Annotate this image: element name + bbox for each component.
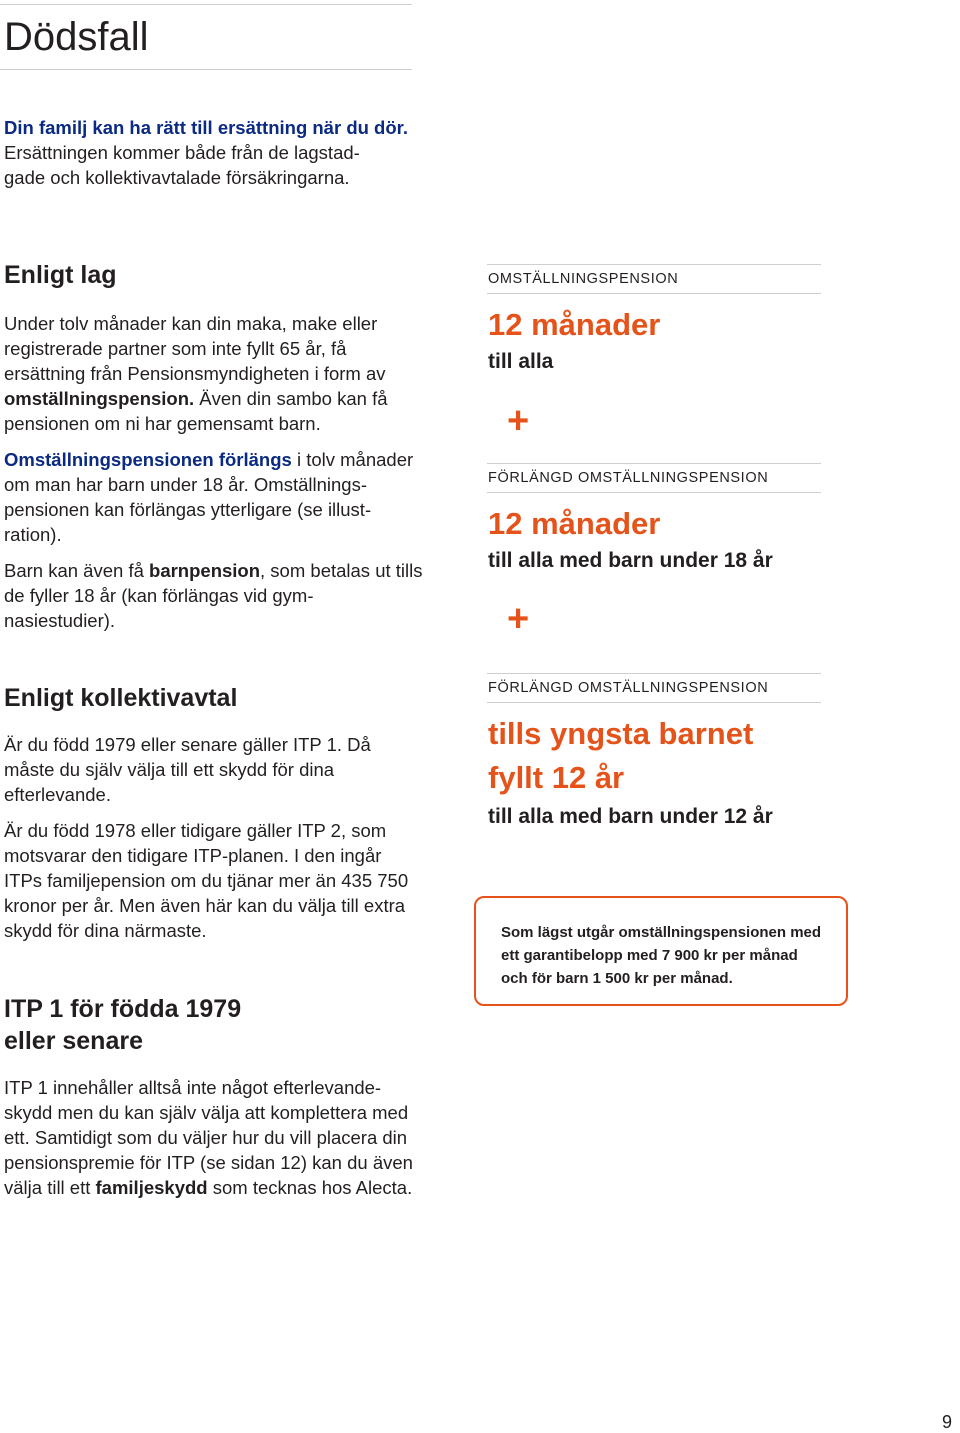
lag-p1-term: omställningspension. (4, 388, 195, 409)
block3-sub: till alla med barn under 12 år (488, 805, 773, 828)
block1-kicker: OMSTÄLLNINGSPENSION (488, 271, 679, 287)
lag-p3-term: barnpension (149, 560, 261, 581)
kollektiv-paragraph-2: Är du född 1978 eller tidigare gäller ITP 2, som motsvarar den tidigare ITP-planen. I den ingår ITPs familjepension om du tjänar mer än 435 750 kronor per år. Men även här kan du välja till extra skydd för dina närmaste. (4, 820, 409, 941)
block1-big: 12 månader (488, 307, 661, 342)
itp1-term: familjeskydd (95, 1177, 208, 1198)
heading-itp1-line2: eller senare (4, 1027, 143, 1055)
block2-sub: till alla med barn under 18 år (488, 549, 773, 572)
plus-icon-2: + (507, 598, 530, 640)
page-title: Dödsfall (4, 15, 149, 59)
block2-top-rule (487, 463, 821, 464)
lag-p2-term: Omställningspensionen förlängs (4, 449, 292, 470)
top-rule (0, 4, 412, 5)
itp1-text-c: som tecknas hos Alecta. (207, 1177, 413, 1198)
kollektiv-paragraph-1: Är du född 1979 eller senare gäller ITP 1. Då måste du själv välja till ett skydd för dina efterlevande. (4, 734, 371, 805)
lag-p3-text-a: Barn kan även få (4, 560, 150, 581)
guarantee-note-text: Som lägst utgår omställningspensionen med ett garantibelopp med 7 900 kr per månad och för barn 1 500 kr per månad. (501, 924, 822, 987)
block3-kicker: FÖRLÄNGD OMSTÄLLNINGSPENSION (488, 680, 769, 696)
plus-icon-1: + (507, 400, 530, 442)
block1-sub: till alla (488, 350, 554, 373)
guarantee-note-box (474, 896, 848, 1006)
block2-bottom-rule (487, 492, 821, 493)
section-kollektivavtal (4, 682, 424, 954)
block2-kicker: FÖRLÄNGD OMSTÄLLNINGSPENSION (488, 470, 769, 486)
block3-big-line2: fyllt 12 år (488, 760, 625, 795)
intro-text (4, 115, 424, 190)
block1-top-rule (487, 264, 821, 265)
section-itp1 (4, 993, 424, 1211)
heading-enligt-lag: Enligt lag (4, 261, 117, 289)
block2-big: 12 månader (488, 506, 661, 541)
block1-bottom-rule (487, 293, 821, 294)
intro-line-3: gade och kollektivavtalade försäkringarna. (4, 167, 350, 188)
block3-big-line1: tills yngsta barnet (488, 716, 754, 751)
lag-p1-text-c: Även din sambo kan få pensionen om ni har gemensamt barn. (4, 388, 388, 434)
lag-paragraph-2 (4, 447, 424, 547)
lag-paragraph-3 (4, 558, 424, 633)
heading-kollektivavtal: Enligt kollektivavtal (4, 684, 238, 712)
lag-p1-text-a: Under tolv månader kan din maka, make eller registrerade partner som inte fyllt 65 år, få ersättning från Pensionsmyndigheten i form av (4, 313, 386, 384)
lag-p2-text: i tolv månader om man har barn under 18 år. Omställnings-pensionen kan förlängas ytterligare (se illust-ration). (4, 449, 414, 545)
itp1-paragraph (4, 1075, 424, 1200)
block3-bottom-rule (487, 702, 821, 703)
lag-paragraph-1 (4, 311, 424, 436)
heading-itp1-line1: ITP 1 för födda 1979 (4, 995, 242, 1023)
section-enligt-lag (4, 259, 424, 644)
lag-p3-text-c: , som betalas ut tills de fyller 18 år (kan förlängas vid gym-nasiestudier). (4, 560, 423, 631)
block3-top-rule (487, 673, 821, 674)
title-rule (0, 69, 412, 70)
page-number: 9 (941, 1412, 952, 1432)
intro-line-2: Ersättningen kommer både från de lagstad- (4, 142, 360, 163)
itp1-text-a: ITP 1 innehåller alltså inte något efterlevande-skydd men du kan själv välja att komplettera med ett. Samtidigt som du väljer hur du vill placera din pensionspremie för ITP (se sidan 12) kan du även välja till ett (4, 1077, 413, 1198)
intro-lead: Din familj kan ha rätt till ersättning när du dör. (4, 117, 408, 138)
